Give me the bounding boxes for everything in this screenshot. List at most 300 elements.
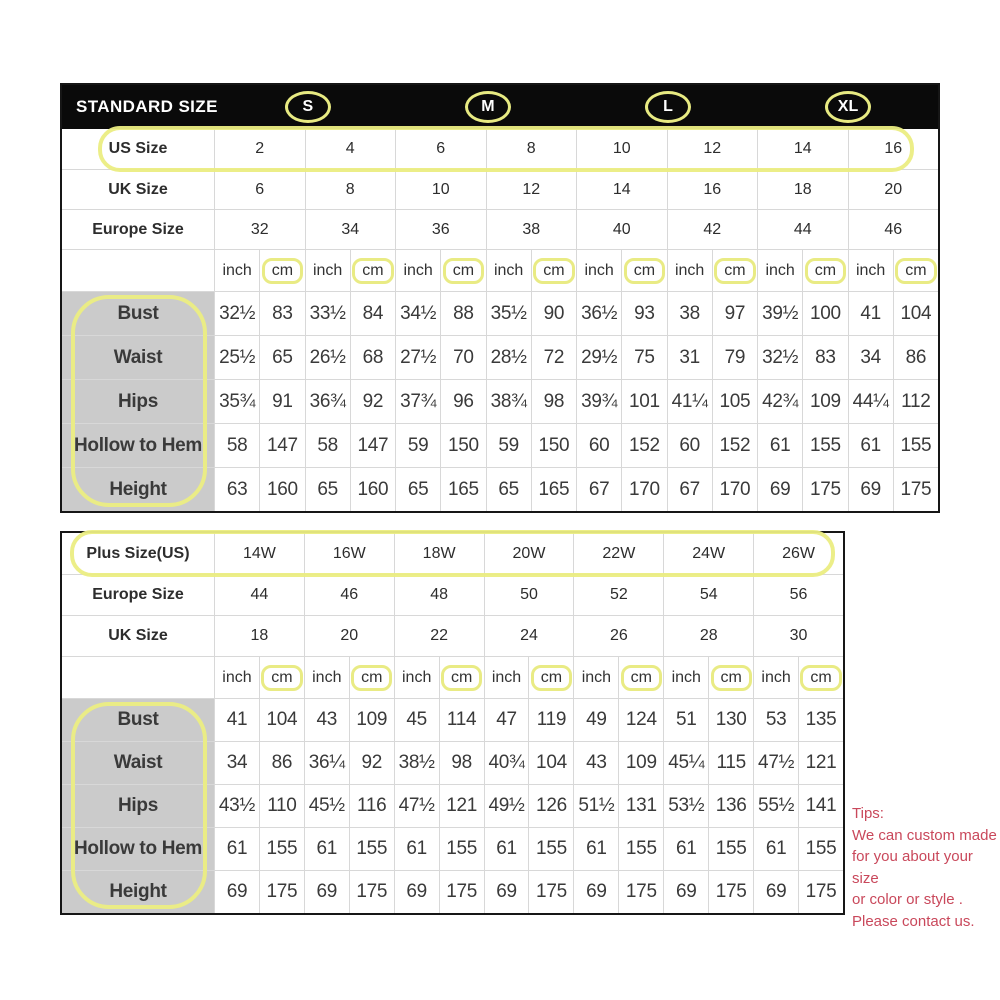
- measure-value-cell: 61: [304, 828, 349, 870]
- row-values: [214, 292, 938, 335]
- measure-value-cell: 100: [802, 292, 847, 335]
- size-value-cell: 50: [484, 575, 574, 615]
- row-values: [214, 170, 938, 209]
- size-value-cell: 32: [214, 210, 305, 249]
- size-value-cell: 18: [757, 170, 848, 209]
- measure-value-cell: 86: [893, 336, 938, 379]
- size-value-cell: 14: [576, 170, 667, 209]
- unit-cell: inch: [394, 657, 439, 698]
- unit-cell: inch: [663, 657, 708, 698]
- size-value-cell: 36: [395, 210, 486, 249]
- table-row: [62, 784, 843, 827]
- size-value-cell: 4: [305, 129, 396, 169]
- table-row: [62, 467, 938, 511]
- measure-value-cell: 61: [663, 828, 708, 870]
- measure-value-cell: 36¾: [305, 380, 350, 423]
- plus-size-table: [60, 531, 845, 915]
- unit-cell: inch: [848, 250, 893, 291]
- measure-value-cell: 69: [573, 871, 618, 913]
- row-values: [214, 616, 843, 656]
- measure-value-cell: 49: [573, 699, 618, 741]
- row-label: Plus Size(US): [86, 544, 190, 562]
- measure-value-cell: 63: [214, 468, 259, 511]
- measure-value-cell: 109: [618, 742, 663, 784]
- measure-value-cell: 60: [576, 424, 621, 467]
- measure-value-cell: 84: [350, 292, 395, 335]
- size-letter-m-circled: M: [465, 91, 511, 123]
- size-value-cell: 44: [214, 575, 304, 615]
- measure-value-cell: 29½: [576, 336, 621, 379]
- unit-cell: [798, 657, 843, 698]
- size-value-cell: 24W: [663, 533, 753, 574]
- unit-cell: inch: [304, 657, 349, 698]
- table-row: [62, 533, 843, 574]
- measure-value-cell: 175: [618, 871, 663, 913]
- size-value-cell: 22: [394, 616, 484, 656]
- cm-highlight-box: cm: [262, 258, 303, 284]
- size-value-cell: 40: [576, 210, 667, 249]
- tips-title: Tips:: [852, 805, 884, 822]
- measure-value-cell: 155: [259, 828, 304, 870]
- row-values: [214, 657, 843, 698]
- table-row: [62, 169, 938, 209]
- row-label: Europe Size: [92, 586, 184, 603]
- measure-value-cell: 65: [305, 468, 350, 511]
- unit-cell: [618, 657, 663, 698]
- measure-value-cell: 25½: [214, 336, 259, 379]
- size-value-cell: 22W: [573, 533, 663, 574]
- measure-value-cell: 104: [259, 699, 304, 741]
- measure-value-cell: 69: [394, 871, 439, 913]
- size-letter-s-circled: S: [285, 91, 331, 123]
- measure-value-cell: 92: [349, 742, 394, 784]
- measure-value-cell: 41¼: [667, 380, 712, 423]
- measure-value-cell: 34½: [395, 292, 440, 335]
- measure-value-cell: 119: [528, 699, 573, 741]
- measure-value-cell: 147: [350, 424, 395, 467]
- size-value-cell: 46: [304, 575, 394, 615]
- size-value-cell: 14: [757, 129, 848, 169]
- measure-value-cell: 105: [712, 380, 757, 423]
- size-value-cell: 26: [573, 616, 663, 656]
- measure-value-cell: 152: [712, 424, 757, 467]
- row-label: Height: [62, 871, 214, 913]
- measure-value-cell: 61: [753, 828, 798, 870]
- measure-value-cell: 90: [531, 292, 576, 335]
- measure-value-cell: 101: [621, 380, 666, 423]
- measure-value-cell: 115: [708, 742, 753, 784]
- measure-value-cell: 65: [486, 468, 531, 511]
- cm-highlight-box: cm: [624, 258, 665, 284]
- row-label: Hips: [62, 380, 214, 423]
- size-letter-l-circled: L: [645, 91, 691, 123]
- unit-cell: [259, 250, 304, 291]
- measure-value-cell: 92: [350, 380, 395, 423]
- size-value-cell: 16W: [304, 533, 394, 574]
- measure-value-cell: 75: [621, 336, 666, 379]
- measure-value-cell: 69: [753, 871, 798, 913]
- measure-value-cell: 34: [214, 742, 259, 784]
- measure-value-cell: 59: [486, 424, 531, 467]
- unit-cell: inch: [667, 250, 712, 291]
- size-value-cell: 12: [667, 129, 758, 169]
- measure-value-cell: 175: [439, 871, 484, 913]
- measure-value-cell: 47: [484, 699, 529, 741]
- row-label: UK Size: [108, 180, 168, 198]
- size-value-cell: 54: [663, 575, 753, 615]
- standard-size-title: STANDARD SIZE: [76, 97, 218, 116]
- row-values: [214, 250, 938, 291]
- table-row: [62, 335, 938, 379]
- row-values: [214, 699, 843, 741]
- measure-value-cell: 83: [259, 292, 304, 335]
- measure-value-cell: 67: [576, 468, 621, 511]
- measure-value-cell: 93: [621, 292, 666, 335]
- row-values: [214, 785, 843, 827]
- cm-highlight-box: cm: [441, 665, 482, 691]
- row-values: [214, 871, 843, 913]
- measure-value-cell: 155: [802, 424, 847, 467]
- measure-value-cell: 116: [349, 785, 394, 827]
- measure-value-cell: 69: [757, 468, 802, 511]
- row-values: [214, 210, 938, 249]
- measure-value-cell: 61: [573, 828, 618, 870]
- unit-cell: inch: [484, 657, 529, 698]
- measure-value-cell: 33½: [305, 292, 350, 335]
- table-row: [62, 615, 843, 656]
- measure-value-cell: 155: [618, 828, 663, 870]
- measure-value-cell: 152: [621, 424, 666, 467]
- measure-value-cell: 36¼: [304, 742, 349, 784]
- row-label: Europe Size: [92, 220, 184, 238]
- table-row: [62, 209, 938, 249]
- measure-value-cell: 97: [712, 292, 757, 335]
- size-value-cell: 20: [304, 616, 394, 656]
- measure-value-cell: 27½: [395, 336, 440, 379]
- measure-value-cell: 91: [259, 380, 304, 423]
- measure-value-cell: 65: [395, 468, 440, 511]
- measure-value-cell: 96: [440, 380, 485, 423]
- standard-size-grid: [62, 129, 938, 511]
- size-value-cell: 10: [576, 129, 667, 169]
- measure-value-cell: 155: [893, 424, 938, 467]
- size-value-cell: 34: [305, 210, 396, 249]
- unit-cell: inch: [576, 250, 621, 291]
- measure-value-cell: 98: [531, 380, 576, 423]
- measure-value-cell: 60: [667, 424, 712, 467]
- measure-value-cell: 38¾: [486, 380, 531, 423]
- size-value-cell: 18W: [394, 533, 484, 574]
- size-value-cell: 20: [848, 170, 939, 209]
- measure-value-cell: 72: [531, 336, 576, 379]
- measure-value-cell: 155: [439, 828, 484, 870]
- tips-line: for you about your size: [852, 848, 973, 887]
- size-value-cell: 28: [663, 616, 753, 656]
- row-values: [214, 533, 843, 574]
- measure-value-cell: 150: [531, 424, 576, 467]
- size-group-l: [578, 91, 758, 123]
- measure-value-cell: 53: [753, 699, 798, 741]
- measure-value-cell: 35½: [486, 292, 531, 335]
- cm-highlight-box: cm: [531, 665, 572, 691]
- size-value-cell: 8: [486, 129, 577, 169]
- measure-value-cell: 175: [802, 468, 847, 511]
- measure-value-cell: 43: [304, 699, 349, 741]
- measure-value-cell: 61: [757, 424, 802, 467]
- unit-cell: inch: [486, 250, 531, 291]
- measure-value-cell: 37¾: [395, 380, 440, 423]
- measure-value-cell: 79: [712, 336, 757, 379]
- table-row: [62, 827, 843, 870]
- size-value-cell: 8: [305, 170, 396, 209]
- row-values: [214, 424, 938, 467]
- measure-value-cell: 155: [798, 828, 843, 870]
- cm-highlight-box: cm: [533, 258, 574, 284]
- table-row: [62, 291, 938, 335]
- size-value-cell: 26W: [753, 533, 843, 574]
- size-value-cell: 42: [667, 210, 758, 249]
- size-value-cell: 18: [214, 616, 304, 656]
- size-value-cell: 56: [753, 575, 843, 615]
- measure-value-cell: 34: [848, 336, 893, 379]
- tips-line: We can custom made: [852, 826, 997, 844]
- table-row: [62, 423, 938, 467]
- tips-line: or color or style .: [852, 891, 963, 908]
- size-value-cell: 16: [848, 129, 939, 169]
- row-label: UK Size: [108, 627, 168, 644]
- measure-value-cell: 131: [618, 785, 663, 827]
- measure-value-cell: 165: [531, 468, 576, 511]
- measure-value-cell: 58: [305, 424, 350, 467]
- size-value-cell: 46: [848, 210, 939, 249]
- unit-cell: inch: [757, 250, 802, 291]
- size-value-cell: 10: [395, 170, 486, 209]
- measure-value-cell: 112: [893, 380, 938, 423]
- measure-value-cell: 175: [259, 871, 304, 913]
- size-value-cell: 6: [395, 129, 486, 169]
- size-letter-xl-circled: XL: [825, 91, 871, 123]
- table-row: [62, 656, 843, 698]
- measure-value-cell: 147: [259, 424, 304, 467]
- measure-value-cell: 69: [484, 871, 529, 913]
- measure-value-cell: 61: [484, 828, 529, 870]
- measure-value-cell: 65: [259, 336, 304, 379]
- measure-value-cell: 61: [848, 424, 893, 467]
- size-value-cell: 14W: [214, 533, 304, 574]
- measure-value-cell: 135: [798, 699, 843, 741]
- measure-value-cell: 175: [528, 871, 573, 913]
- measure-value-cell: 170: [621, 468, 666, 511]
- measure-value-cell: 69: [663, 871, 708, 913]
- cm-highlight-box: cm: [621, 665, 662, 691]
- measure-value-cell: 109: [802, 380, 847, 423]
- measure-value-cell: 104: [893, 292, 938, 335]
- measure-value-cell: 98: [439, 742, 484, 784]
- measure-value-cell: 32½: [757, 336, 802, 379]
- measure-value-cell: 43½: [214, 785, 259, 827]
- size-value-cell: 2: [214, 129, 305, 169]
- unit-cell: inch: [573, 657, 618, 698]
- measure-value-cell: 38½: [394, 742, 439, 784]
- size-value-cell: 16: [667, 170, 758, 209]
- measure-value-cell: 86: [259, 742, 304, 784]
- row-values: [214, 380, 938, 423]
- size-value-cell: 30: [753, 616, 843, 656]
- standard-size-header-bar: [62, 85, 938, 129]
- row-label: Height: [62, 468, 214, 511]
- cm-highlight-box: cm: [800, 665, 841, 691]
- measure-value-cell: 160: [350, 468, 395, 511]
- measure-value-cell: 121: [798, 742, 843, 784]
- measure-value-cell: 45¼: [663, 742, 708, 784]
- measure-value-cell: 31: [667, 336, 712, 379]
- row-label: [62, 250, 214, 291]
- row-label: Hollow to Hem: [62, 828, 214, 870]
- measure-value-cell: 58: [214, 424, 259, 467]
- measure-value-cell: 28½: [486, 336, 531, 379]
- unit-cell: inch: [305, 250, 350, 291]
- measure-value-cell: 41: [214, 699, 259, 741]
- cm-highlight-box: cm: [443, 258, 484, 284]
- unit-cell: [708, 657, 753, 698]
- measure-value-cell: 175: [349, 871, 394, 913]
- table-row: [62, 379, 938, 423]
- measure-value-cell: 44¼: [848, 380, 893, 423]
- measure-value-cell: 51½: [573, 785, 618, 827]
- unit-cell: [349, 657, 394, 698]
- row-label: Hips: [62, 785, 214, 827]
- row-label: Bust: [62, 292, 214, 335]
- cm-highlight-box: cm: [895, 258, 936, 284]
- table-row: [62, 249, 938, 291]
- unit-cell: [621, 250, 666, 291]
- unit-cell: inch: [753, 657, 798, 698]
- measure-value-cell: 39½: [757, 292, 802, 335]
- size-value-cell: 48: [394, 575, 484, 615]
- measure-value-cell: 69: [304, 871, 349, 913]
- row-label: US Size: [108, 140, 168, 157]
- unit-cell: [531, 250, 576, 291]
- measure-value-cell: 41: [848, 292, 893, 335]
- size-value-cell: 20W: [484, 533, 574, 574]
- table-row: [62, 698, 843, 741]
- measure-value-cell: 67: [667, 468, 712, 511]
- measure-value-cell: 155: [349, 828, 394, 870]
- cm-highlight-box: cm: [351, 665, 392, 691]
- row-label: Waist: [62, 742, 214, 784]
- custom-order-tips: [852, 803, 1000, 932]
- measure-value-cell: 26½: [305, 336, 350, 379]
- size-value-cell: 6: [214, 170, 305, 209]
- row-label: Waist: [62, 336, 214, 379]
- measure-value-cell: 114: [439, 699, 484, 741]
- unit-cell: inch: [395, 250, 440, 291]
- size-value-cell: 52: [573, 575, 663, 615]
- measure-value-cell: 126: [528, 785, 573, 827]
- measure-value-cell: 130: [708, 699, 753, 741]
- size-group-s: [218, 91, 398, 123]
- measure-value-cell: 70: [440, 336, 485, 379]
- row-label: Hollow to Hem: [62, 424, 214, 467]
- measure-value-cell: 51: [663, 699, 708, 741]
- measure-value-cell: 39¾: [576, 380, 621, 423]
- measure-value-cell: 38: [667, 292, 712, 335]
- size-value-cell: 24: [484, 616, 574, 656]
- measure-value-cell: 68: [350, 336, 395, 379]
- measure-value-cell: 155: [528, 828, 573, 870]
- plus-size-grid: [62, 533, 843, 913]
- measure-value-cell: 42¾: [757, 380, 802, 423]
- measure-value-cell: 55½: [753, 785, 798, 827]
- measure-value-cell: 69: [214, 871, 259, 913]
- cm-highlight-box: cm: [714, 258, 755, 284]
- measure-value-cell: 45: [394, 699, 439, 741]
- measure-value-cell: 136: [708, 785, 753, 827]
- size-group-xl: [758, 91, 938, 123]
- row-values: [214, 468, 938, 511]
- measure-value-cell: 45½: [304, 785, 349, 827]
- size-value-cell: 12: [486, 170, 577, 209]
- measure-value-cell: 43: [573, 742, 618, 784]
- standard-size-table: [60, 83, 940, 513]
- measure-value-cell: 175: [893, 468, 938, 511]
- row-values: [214, 575, 843, 615]
- unit-cell: [528, 657, 573, 698]
- table-row: [62, 574, 843, 615]
- size-value-cell: 38: [486, 210, 577, 249]
- measure-value-cell: 83: [802, 336, 847, 379]
- unit-cell: [712, 250, 757, 291]
- measure-value-cell: 32½: [214, 292, 259, 335]
- measure-value-cell: 88: [440, 292, 485, 335]
- unit-cell: inch: [214, 250, 259, 291]
- measure-value-cell: 124: [618, 699, 663, 741]
- unit-cell: [440, 250, 485, 291]
- unit-cell: [893, 250, 938, 291]
- size-group-m: [398, 91, 578, 123]
- measure-value-cell: 35¾: [214, 380, 259, 423]
- cm-highlight-box: cm: [805, 258, 846, 284]
- measure-value-cell: 165: [440, 468, 485, 511]
- measure-value-cell: 47½: [394, 785, 439, 827]
- unit-cell: inch: [214, 657, 259, 698]
- measure-value-cell: 61: [394, 828, 439, 870]
- measure-value-cell: 36½: [576, 292, 621, 335]
- tips-line: Please contact us.: [852, 912, 975, 930]
- measure-value-cell: 121: [439, 785, 484, 827]
- unit-cell: [259, 657, 304, 698]
- size-value-cell: 44: [757, 210, 848, 249]
- measure-value-cell: 155: [708, 828, 753, 870]
- measure-value-cell: 40¾: [484, 742, 529, 784]
- row-values: [214, 336, 938, 379]
- measure-value-cell: 150: [440, 424, 485, 467]
- table-row: [62, 129, 938, 169]
- row-label: [62, 657, 214, 698]
- row-values: [214, 129, 938, 169]
- unit-cell: [802, 250, 847, 291]
- measure-value-cell: 109: [349, 699, 394, 741]
- unit-cell: [439, 657, 484, 698]
- measure-value-cell: 47½: [753, 742, 798, 784]
- row-values: [214, 742, 843, 784]
- cm-highlight-box: cm: [711, 665, 752, 691]
- measure-value-cell: 170: [712, 468, 757, 511]
- row-label: Bust: [62, 699, 214, 741]
- measure-value-cell: 69: [848, 468, 893, 511]
- row-values: [214, 828, 843, 870]
- unit-cell: [350, 250, 395, 291]
